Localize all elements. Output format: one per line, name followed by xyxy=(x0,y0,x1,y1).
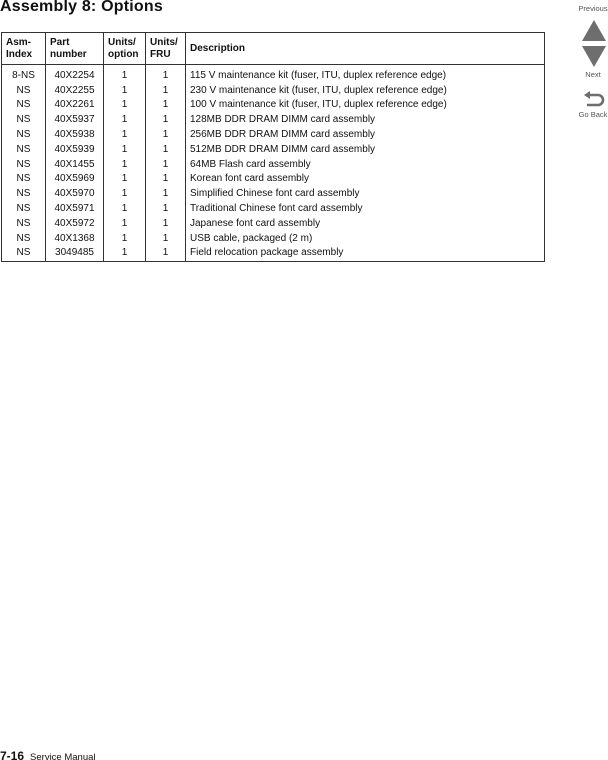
next-arrow-icon[interactable] xyxy=(582,46,606,67)
cell-units-fru: 1 xyxy=(146,127,186,142)
cell-description: Korean font card assembly xyxy=(186,172,545,187)
cell-units-option: 1 xyxy=(104,127,146,142)
cell-description: Japanese font card assembly xyxy=(186,216,545,231)
cell-description: 512MB DDR DRAM DIMM card assembly xyxy=(186,142,545,157)
cell-asm-index: NS xyxy=(2,186,46,201)
table-row xyxy=(2,112,545,127)
cell-units-option: 1 xyxy=(104,98,146,113)
table-row xyxy=(2,83,545,98)
cell-asm-index: NS xyxy=(2,172,46,187)
next-link-label[interactable]: Next xyxy=(585,70,601,79)
cell-asm-index: NS xyxy=(2,231,46,246)
cell-units-fru: 1 xyxy=(146,157,186,172)
cell-asm-index: NS xyxy=(2,201,46,216)
cell-part-number: 40X2261 xyxy=(46,98,104,113)
cell-units-option: 1 xyxy=(104,201,146,216)
table-row xyxy=(2,98,545,113)
cell-asm-index: NS xyxy=(2,83,46,98)
cell-description: 128MB DDR DRAM DIMM card assembly xyxy=(186,112,545,127)
cell-part-number: 40X5970 xyxy=(46,186,104,201)
cell-units-fru: 1 xyxy=(146,172,186,187)
cell-asm-index: NS xyxy=(2,142,46,157)
cell-description: 230 V maintenance kit (fuser, ITU, duplex reference edge) xyxy=(186,83,545,98)
table-body xyxy=(2,65,545,262)
cell-units-fru: 1 xyxy=(146,246,186,262)
manual-name: Service Manual xyxy=(30,752,96,760)
parts-table xyxy=(1,32,545,262)
cell-part-number: 40X5939 xyxy=(46,142,104,157)
cell-units-option: 1 xyxy=(104,83,146,98)
cell-units-option: 1 xyxy=(104,112,146,127)
cell-units-fru: 1 xyxy=(146,201,186,216)
header-part-number: Part number xyxy=(46,33,104,65)
cell-units-option: 1 xyxy=(104,172,146,187)
cell-part-number: 40X2255 xyxy=(46,83,104,98)
cell-units-option: 1 xyxy=(104,216,146,231)
cell-units-fru: 1 xyxy=(146,216,186,231)
cell-units-option: 1 xyxy=(104,186,146,201)
table-row xyxy=(2,216,545,231)
table-row xyxy=(2,201,545,216)
cell-asm-index: NS xyxy=(2,127,46,142)
cell-part-number: 40X1455 xyxy=(46,157,104,172)
cell-units-option: 1 xyxy=(104,65,146,83)
header-units-option: Units/ option xyxy=(104,33,146,65)
go-back-link-label[interactable]: Go Back xyxy=(578,110,608,119)
cell-units-option: 1 xyxy=(104,142,146,157)
cell-description: USB cable, packaged (2 m) xyxy=(186,231,545,246)
cell-units-fru: 1 xyxy=(146,83,186,98)
cell-asm-index: NS xyxy=(2,112,46,127)
table-row xyxy=(2,127,545,142)
page-number: 7-16 xyxy=(0,749,25,760)
table-header xyxy=(2,33,545,65)
cell-part-number: 40X5969 xyxy=(46,172,104,187)
go-back-icon[interactable] xyxy=(583,89,607,107)
cell-asm-index: NS xyxy=(2,216,46,231)
previous-arrow-icon[interactable] xyxy=(582,20,606,41)
cell-units-option: 1 xyxy=(104,231,146,246)
table-row xyxy=(2,65,545,83)
cell-units-fru: 1 xyxy=(146,112,186,127)
cell-description: 64MB Flash card assembly xyxy=(186,157,545,172)
table-row xyxy=(2,157,545,172)
cell-units-fru: 1 xyxy=(146,231,186,246)
cell-part-number: 40X1368 xyxy=(46,231,104,246)
table-row xyxy=(2,172,545,187)
cell-units-fru: 1 xyxy=(146,65,186,83)
cell-units-option: 1 xyxy=(104,246,146,262)
cell-asm-index: NS xyxy=(2,98,46,113)
page-footer xyxy=(0,749,96,760)
cell-units-fru: 1 xyxy=(146,186,186,201)
page-title: Assembly 8: Options xyxy=(0,0,163,15)
cell-units-fru: 1 xyxy=(146,98,186,113)
table-row xyxy=(2,142,545,157)
cell-description: 100 V maintenance kit (fuser, ITU, duplex reference edge) xyxy=(186,98,545,113)
header-asm-index: Asm- Index xyxy=(2,33,46,65)
table-row xyxy=(2,231,545,246)
cell-part-number: 40X5938 xyxy=(46,127,104,142)
cell-part-number: 3049485 xyxy=(46,246,104,262)
cell-asm-index: NS xyxy=(2,246,46,262)
cell-part-number: 40X5972 xyxy=(46,216,104,231)
cell-asm-index: 8-NS xyxy=(2,65,46,83)
cell-part-number: 40X2254 xyxy=(46,65,104,83)
cell-description: Traditional Chinese font card assembly xyxy=(186,201,545,216)
cell-units-fru: 1 xyxy=(146,142,186,157)
cell-units-option: 1 xyxy=(104,157,146,172)
table-row xyxy=(2,246,545,262)
cell-description: 115 V maintenance kit (fuser, ITU, duplex reference edge) xyxy=(186,65,545,83)
header-units-fru: Units/ FRU xyxy=(146,33,186,65)
cell-part-number: 40X5971 xyxy=(46,201,104,216)
previous-link-label[interactable]: Previous xyxy=(578,4,608,13)
cell-part-number: 40X5937 xyxy=(46,112,104,127)
cell-description: Field relocation package assembly xyxy=(186,246,545,262)
table-row xyxy=(2,186,545,201)
cell-asm-index: NS xyxy=(2,157,46,172)
header-description: Description xyxy=(186,33,545,65)
cell-description: 256MB DDR DRAM DIMM card assembly xyxy=(186,127,545,142)
cell-description: Simplified Chinese font card assembly xyxy=(186,186,545,201)
